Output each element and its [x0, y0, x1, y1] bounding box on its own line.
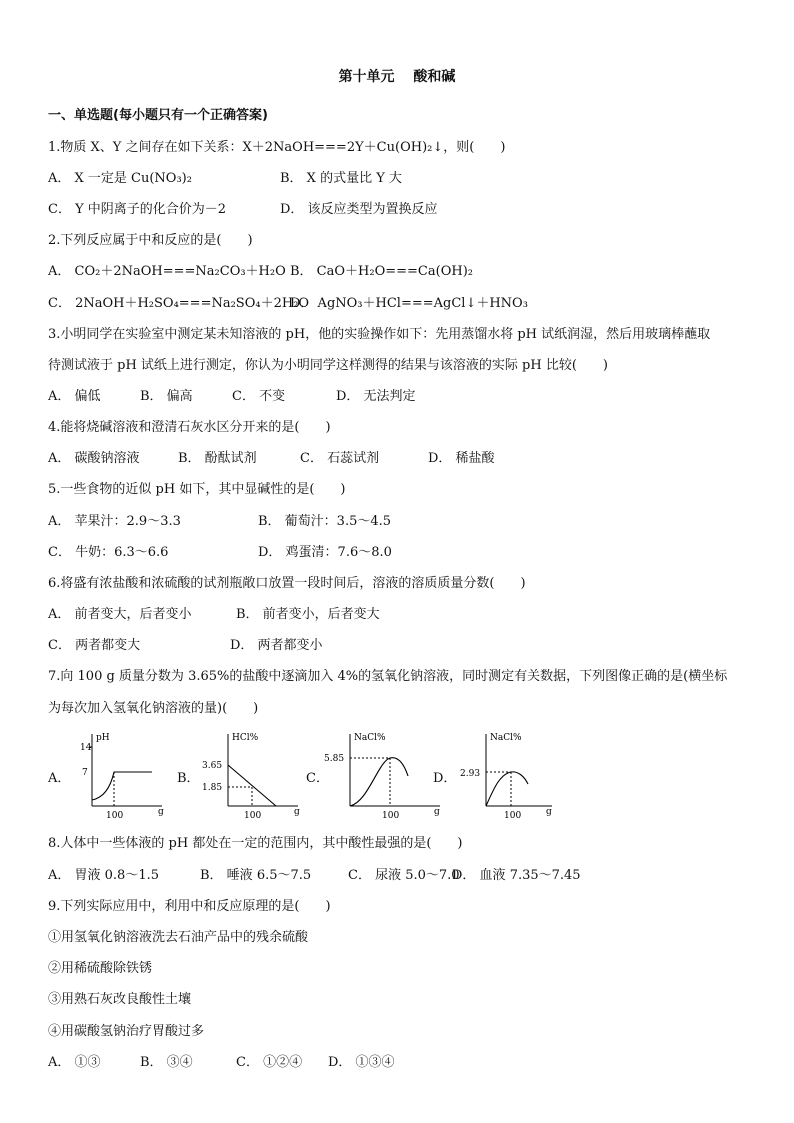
option-d[interactable]: D． ①③④ — [328, 1055, 395, 1070]
option-a[interactable]: A． 碳酸钠溶液 — [48, 451, 140, 466]
question-5-options-row-2 — [48, 545, 392, 561]
option-b[interactable]: B． 葡萄汁：3.5～4.5 — [258, 514, 392, 529]
question-7-stem-line-1: 7.向 100 g 质量分数为 3.65%的盐酸中逐滴加入 4%的氢氧化钠溶液，同时测定有关数据，下列图像正确的是(横坐标 — [48, 669, 728, 684]
graph-a-ph[interactable] — [62, 728, 178, 828]
option-d[interactable]: D． 血液 7.35～7.45 — [452, 868, 581, 883]
x-unit-label: g — [546, 807, 552, 817]
option-c[interactable]: C． ①②④ — [236, 1055, 303, 1070]
option-a[interactable]: A． CO₂＋2NaOH===Na₂CO₃＋H₂O — [48, 264, 286, 279]
question-2-options-row-1 — [48, 264, 473, 280]
question-4-options — [48, 451, 495, 467]
list-item: ④用碳酸氢钠治疗胃酸过多 — [48, 1024, 205, 1039]
x-tick-label: 100 — [382, 811, 400, 821]
option-c[interactable]: C． — [306, 771, 329, 786]
option-b[interactable]: B． X 的式量比 Y 大 — [280, 171, 402, 186]
graph-d-nacl[interactable] — [444, 728, 560, 828]
section-heading: 一、单选题(每小题只有一个正确答案) — [48, 108, 268, 123]
option-a[interactable]: A． ①③ — [48, 1055, 101, 1070]
option-a[interactable]: A． 偏低 — [48, 389, 101, 404]
option-c[interactable]: C． 石蕊试剂 — [300, 451, 380, 466]
question-3-stem-line-2: 待测试液于 pH 试纸上进行测定，你认为小明同学这样测得的结果与该溶液的实际 pH 比较( ) — [48, 358, 608, 373]
question-1-stem: 1.物质 X、Y 之间存在如下关系：X＋2NaOH===2Y＋Cu(OH)₂↓，则( ) — [48, 140, 506, 155]
option-a[interactable]: A． — [48, 771, 71, 786]
tick-label: 3.65 — [202, 761, 223, 771]
tick-label: 5.85 — [324, 754, 345, 764]
y-axis-label: NaCl% — [490, 733, 522, 743]
option-d[interactable]: D． — [433, 771, 457, 786]
tick-label: 2.93 — [460, 769, 481, 779]
question-8-stem: 8.人体中一些体液的 pH 都处在一定的范围内，其中酸性最强的是( ) — [48, 836, 463, 851]
option-d[interactable]: D． AgNO₃＋HCl===AgCl↓＋HNO₃ — [290, 296, 528, 311]
option-b[interactable]: B． 酚酞试剂 — [178, 451, 257, 466]
graph-c-nacl[interactable] — [318, 728, 448, 828]
y-axis-label: HCl% — [232, 733, 259, 743]
option-b[interactable]: B． ③④ — [140, 1055, 193, 1070]
question-2-options-row-2 — [48, 296, 528, 312]
option-d[interactable]: D． 两者都变小 — [230, 638, 323, 653]
question-5-stem: 5.一些食物的近似 pH 如下，其中显碱性的是( ) — [48, 482, 346, 497]
graph-b-hcl[interactable] — [192, 728, 308, 828]
option-c[interactable]: C． 不变 — [232, 389, 286, 404]
option-d[interactable]: D． 该反应类型为置换反应 — [280, 202, 438, 217]
tick-label: 1.85 — [202, 783, 223, 793]
y-axis-label: pH — [96, 733, 110, 743]
option-b[interactable]: B． CaO＋H₂O===Ca(OH)₂ — [290, 264, 473, 279]
question-7-stem-line-2: 为每次加入氢氧化钠溶液的量)( ) — [48, 701, 259, 716]
option-d[interactable]: D． 无法判定 — [336, 389, 416, 404]
option-b[interactable]: B． 偏高 — [140, 389, 193, 404]
tick-label: 7 — [82, 768, 88, 778]
list-item: ③用熟石灰改良酸性土壤 — [48, 992, 192, 1007]
option-d[interactable]: D． 鸡蛋清：7.6～8.0 — [258, 545, 392, 560]
question-2-stem: 2.下列反应属于中和反应的是( ) — [48, 233, 253, 248]
page-title: 第十单元 酸和碱 — [338, 69, 456, 85]
question-6-options-row-1 — [48, 607, 380, 623]
option-b[interactable]: B． 前者变小，后者变大 — [236, 607, 380, 622]
tick-label: 14 — [80, 743, 92, 753]
x-unit-label: g — [294, 807, 300, 817]
question-6-options-row-2 — [48, 638, 323, 654]
question-4-stem: 4.能将烧碱溶液和澄清石灰水区分开来的是( ) — [48, 420, 331, 435]
option-b[interactable]: B． — [177, 771, 200, 786]
option-c[interactable]: C． 牛奶：6.3～6.6 — [48, 545, 169, 560]
question-1-options-row-1 — [48, 171, 402, 187]
question-3-options — [48, 389, 416, 405]
option-c[interactable]: C． 两者都变大 — [48, 638, 141, 653]
curve — [350, 758, 408, 806]
question-3-stem-line-1: 3.小明同学在实验室中测定某未知溶液的 pH，他的实验操作如下：先用蒸馏水将 pH 试纸润湿，然后用玻璃棒蘸取 — [48, 327, 711, 342]
option-a[interactable]: A． 苹果汁：2.9～3.3 — [48, 514, 181, 529]
list-item: ①用氢氧化钠溶液洗去石油产品中的残余硫酸 — [48, 930, 309, 945]
option-a[interactable]: A． 前者变大，后者变小 — [48, 607, 192, 622]
x-tick-label: 100 — [106, 811, 124, 821]
option-a[interactable]: A． X 一定是 Cu(NO₃)₂ — [48, 171, 192, 186]
curve — [92, 772, 152, 800]
option-b[interactable]: B． 唾液 6.5～7.5 — [200, 868, 312, 883]
x-tick-label: 100 — [504, 811, 522, 821]
x-tick-label: 100 — [244, 811, 262, 821]
question-8-options — [48, 868, 581, 884]
question-9-stem: 9.下列实际应用中，利用中和反应原理的是( ) — [48, 899, 331, 914]
option-d[interactable]: D． 稀盐酸 — [428, 451, 495, 466]
question-5-options-row-1 — [48, 514, 391, 530]
curve — [486, 772, 528, 806]
option-a[interactable]: A． 胃液 0.8～1.5 — [48, 868, 160, 883]
question-9-options — [48, 1055, 395, 1071]
list-item: ②用稀硫酸除铁锈 — [48, 961, 153, 976]
y-axis-label: NaCl% — [354, 733, 386, 743]
question-6-stem: 6.将盛有浓盐酸和浓硫酸的试剂瓶敞口放置一段时间后，溶液的溶质质量分数( ) — [48, 576, 526, 591]
option-c[interactable]: C． Y 中阴离子的化合价为－2 — [48, 202, 227, 217]
option-c[interactable]: C． 2NaOH＋H₂SO₄===Na₂SO₄＋2H₂O — [48, 296, 310, 311]
x-unit-label: g — [158, 807, 164, 817]
x-unit-label: g — [434, 807, 440, 817]
question-1-options-row-2 — [48, 202, 438, 218]
option-c[interactable]: C． 尿液 5.0～7.0 — [348, 868, 460, 883]
